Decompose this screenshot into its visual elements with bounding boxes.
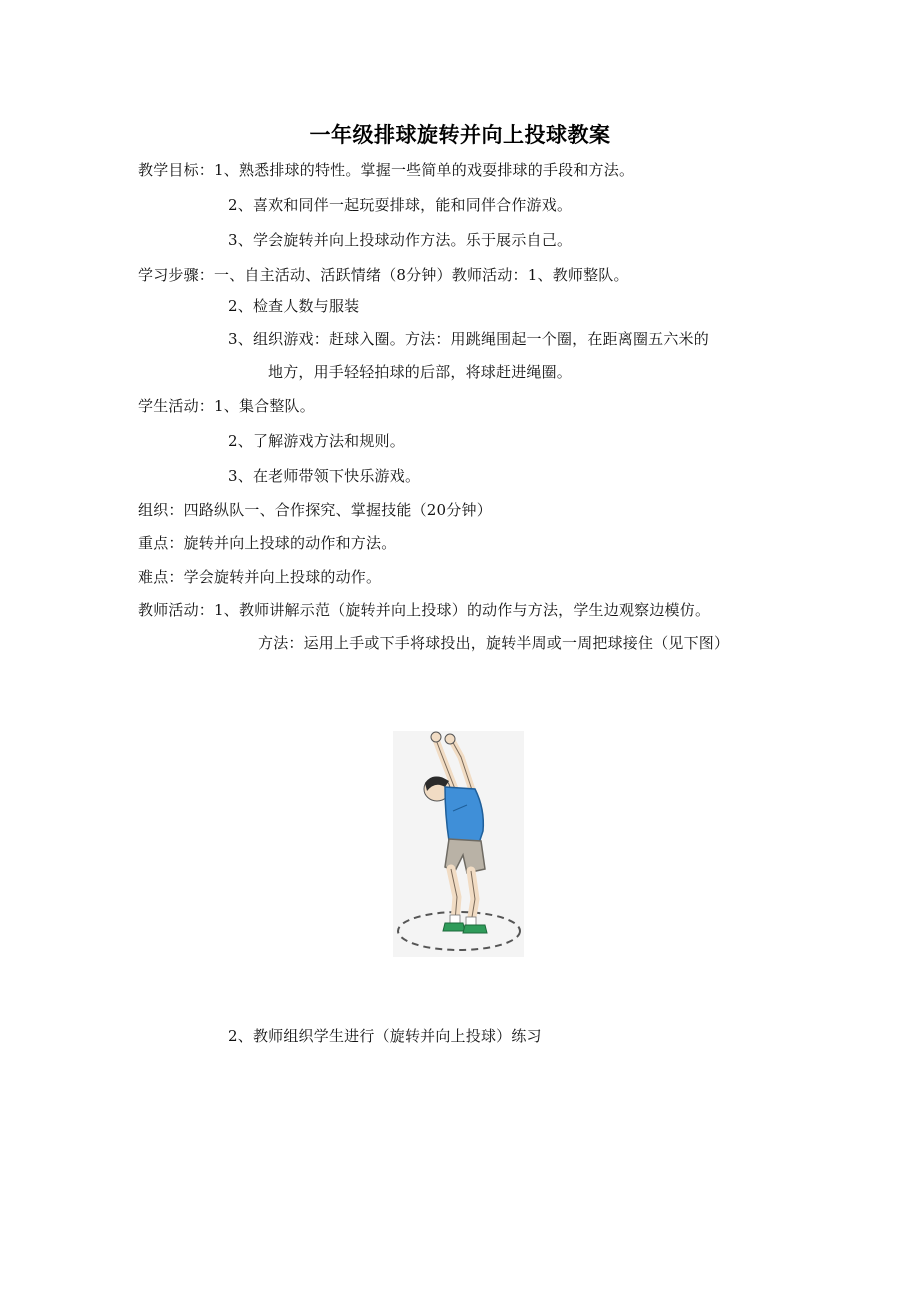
text-line-key-point: 重点：旋转并向上投球的动作和方法。 [138,534,397,552]
text-line-objective-3: 3、学会旋转并向上投球动作方法。乐于展示自己。 [228,231,573,249]
text-line-steps-2: 2、检查人数与服装 [228,297,360,315]
text-line-steps-3: 3、组织游戏：赶球入圈。方法：用跳绳围起一个圈，在距离圈五六米的 [228,330,709,348]
volleyball-throw-illustration-icon [393,731,524,957]
text-line-student-3: 3、在老师带领下快乐游戏。 [228,467,421,485]
text-line-objective-1: 教学目标：1、熟悉排球的特性。掌握一些简单的戏耍排球的手段和方法。 [138,161,635,179]
text-line-method: 方法：运用上手或下手将球投出，旋转半周或一周把球接住（见下图） [258,634,730,652]
volleyball-throw-figure [393,731,524,957]
text-line-teacher-2: 2、教师组织学生进行（旋转并向上投球）练习 [228,1027,542,1045]
text-line-organization: 组织：四路纵队一、合作探究、掌握技能（20分钟） [138,501,492,519]
text-line-difficulty: 难点：学会旋转并向上投球的动作。 [138,568,382,586]
text-line-student-1: 学生活动：1、集合整队。 [138,397,315,415]
text-line-objective-2: 2、喜欢和同伴一起玩耍排球，能和同伴合作游戏。 [228,196,573,214]
text-line-student-2: 2、了解游戏方法和规则。 [228,432,405,450]
text-line-steps-4: 地方，用手轻轻拍球的后部，将球赶进绳圈。 [268,363,573,381]
text-line-steps-1: 学习步骤：一、自主活动、活跃情绪（8分钟）教师活动：1、教师整队。 [138,266,629,284]
page-title: 一年级排球旋转并向上投球教案 [309,123,611,147]
text-line-teacher-1: 教师活动：1、教师讲解示范（旋转并向上投球）的动作与方法，学生边观察边模仿。 [138,601,711,619]
